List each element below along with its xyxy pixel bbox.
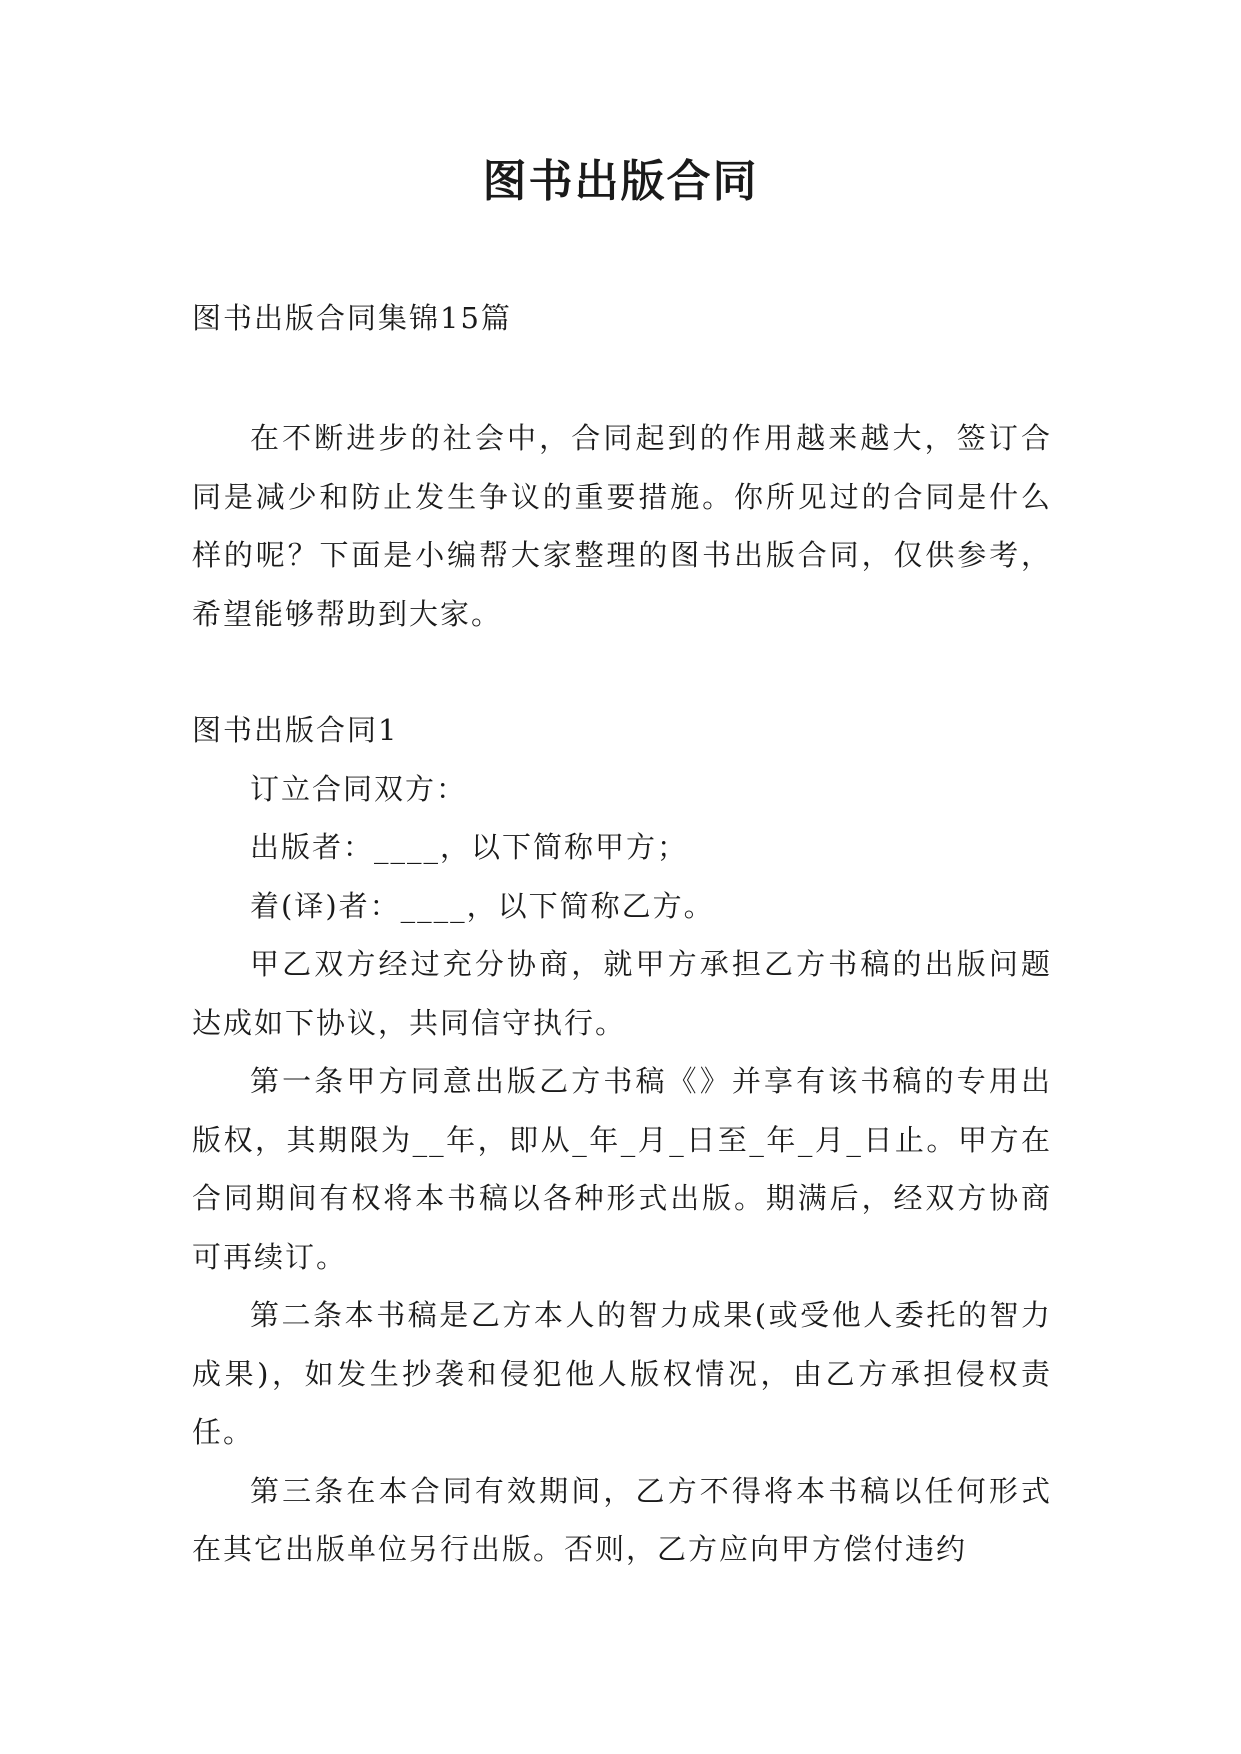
- document-title: 图书出版合同: [482, 156, 759, 207]
- contract-article-3: 第三条在本合同有效期间，乙方不得将本书稿以任何形式在其它出版单位另行出版。否则，乙方应向甲方偿付违约: [192, 1473, 1052, 1566]
- contract-paragraph-publisher: 出版者：____，以下简称甲方；: [250, 830, 689, 864]
- contract-article-2: 第二条本书稿是乙方本人的智力成果(或受他人委托的智力成果)，如发生抄袭和侵犯他人版权情况，由乙方承担侵权责任。: [192, 1298, 1052, 1449]
- contract-paragraph-agreement: 甲乙双方经过充分协商，就甲方承担乙方书稿的出版问题达成如下协议，共同信守执行。: [192, 947, 1052, 1040]
- intro-paragraph: 在不断进步的社会中，合同起到的作用越来越大，签订合同是减少和防止发生争议的重要措施。你所见过的合同是什么样的呢？下面是小编帮大家整理的图书出版合同，仅供参考，希望能够帮助到大家。: [192, 421, 1052, 631]
- paragraph-gap: [192, 643, 1052, 701]
- document-body: [192, 409, 1052, 1579]
- contract-paragraph-parties: 订立合同双方：: [250, 771, 468, 806]
- section-heading: 图书出版合同1: [192, 713, 399, 747]
- contract-paragraph-author: 着(译)者：____，以下简称乙方。: [250, 888, 715, 923]
- contract-article-1: 第一条甲方同意出版乙方书稿《》并享有该书稿的专用出版权，其期限为__年，即从_年_月_日至_年_月_日止。甲方在合同期间有权将本书稿以各种形式出版。期满后，经双方协商可再续订。: [192, 1064, 1052, 1274]
- document-subtitle: 图书出版合同集锦15篇: [192, 301, 512, 335]
